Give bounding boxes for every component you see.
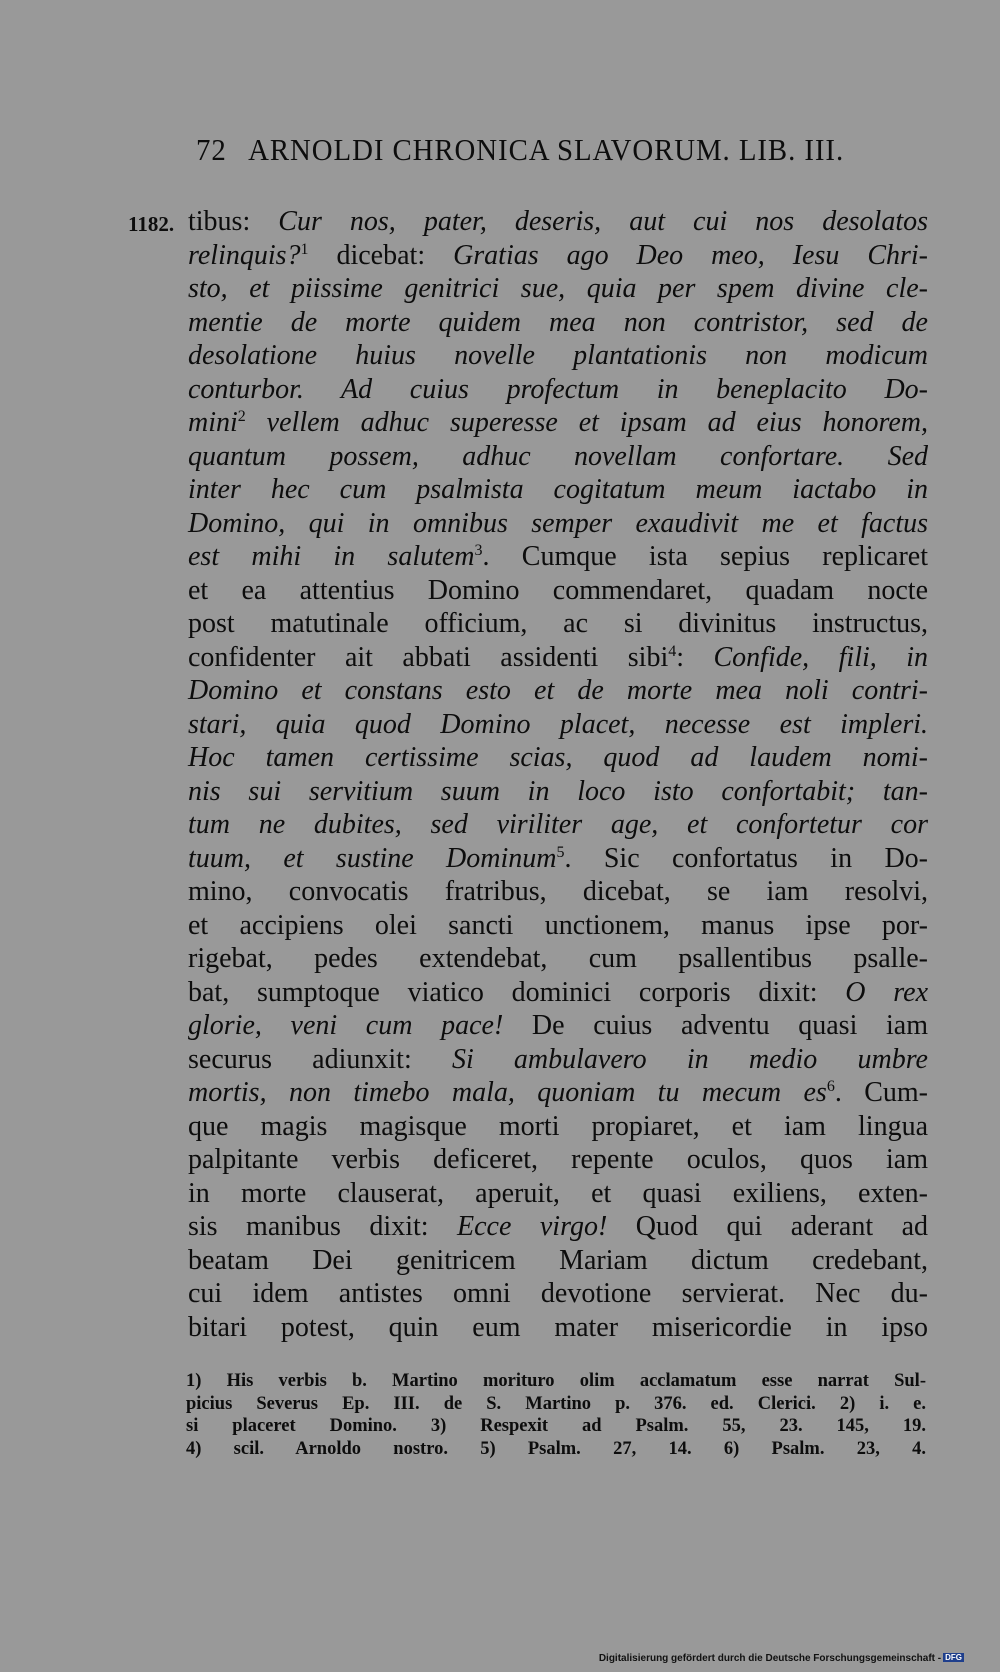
text-line (188, 1076, 928, 1110)
text-line (188, 1009, 928, 1043)
dfg-logo: DFG (945, 1653, 962, 1662)
running-head (196, 132, 875, 168)
footnote-ref: 5 (556, 843, 565, 861)
text-span: Si ambulavero in medio umbre (451, 1043, 928, 1075)
text-span: palpitante verbis deficeret, repente oculos, quos iam (188, 1144, 928, 1175)
margin-year: 1182. (128, 212, 175, 236)
text-span: mini (188, 407, 238, 438)
text-line (188, 942, 928, 976)
credit-text: Digitalisierung gefördert durch die Deutsche Forschungsgemeinschaft - (598, 1653, 942, 1664)
text-line (188, 507, 928, 541)
text-span: vellem adhuc superesse et ipsam ad eius honorem, (245, 407, 928, 438)
text-line (188, 574, 928, 608)
digitization-credit (599, 1653, 964, 1664)
text-span: cui idem antistes omni devotione servierat. Nec du- (188, 1278, 928, 1309)
text-span: in morte clauserat, aperuit, et quasi exiliens, exten- (188, 1177, 928, 1209)
text-span: sto, et piissime genitrici sue, quia per spem divine cle- (188, 273, 928, 304)
text-line (188, 406, 928, 440)
text-line (188, 205, 928, 239)
footnote-line: si placeret Domino. 3) Respexit ad Psalm. 55, 23. 145, 19. (186, 1416, 926, 1436)
text-line (188, 976, 928, 1010)
text-span: . Sic confortatus in Do- (564, 842, 928, 874)
text-span: mino, convocatis fratribus, dicebat, se iam resolvi, (188, 876, 928, 907)
text-span: Ecce virgo! (457, 1211, 608, 1242)
text-line (188, 1110, 928, 1144)
footnote-line: picius Severus Ep. III. de S. Martino p. 376. ed. Clerici. 2) i. e. (186, 1393, 926, 1414)
text-span: glorie, veni cum pace! (188, 1010, 504, 1041)
page-title: ARNOLDI CHRONICA SLAVORUM. (248, 132, 731, 167)
text-line (188, 272, 928, 306)
text-span: relinquis? (188, 239, 301, 271)
text-span: quantum possem, adhuc novellam confortare. Sed (188, 440, 928, 472)
footnote-line: 4) scil. Arnoldo nostro. 5) Psalm. 27, 14. 6) Psalm. 23, 4. (186, 1438, 926, 1459)
text-span: Domino et constans esto et de morte mea noli contri- (188, 675, 928, 706)
text-span: nis sui servitium suum in loco isto confortabit; tan- (188, 775, 928, 807)
text-line (188, 473, 928, 507)
footnote-ref: 6 (826, 1078, 835, 1095)
text-span: : (676, 641, 714, 673)
text-span: et ea attentius Domino commendaret, quadam nocte (188, 574, 928, 606)
text-line (188, 239, 928, 273)
text-span: beatam Dei genitricem Mariam dictum credebant, (188, 1244, 928, 1276)
text-span: Cur nos, pater, deseris, aut cui nos desolatos (278, 206, 928, 237)
text-span: Gratias ago Deo meo, Iesu Chri- (453, 239, 928, 271)
text-line (188, 1210, 928, 1244)
text-span: Quod qui aderant ad (607, 1211, 929, 1242)
text-span: desolatione huius novelle plantationis non modicum (188, 340, 928, 371)
text-span: bitari potest, quin eum mater misericordie in ipso (188, 1311, 928, 1343)
text-span: tibus: (188, 206, 279, 237)
text-span: est mihi in salutem (188, 541, 475, 572)
footnote-ref: 3 (474, 542, 483, 559)
footnote-line: 1) His verbis b. Martino morituro olim acclamatum esse narrat Sul- (186, 1371, 926, 1391)
main-text (188, 205, 928, 1344)
text-line (188, 708, 928, 742)
footnotes (186, 1370, 926, 1460)
text-span: Domino, qui in omnibus semper exaudivit me et factus (188, 507, 928, 539)
text-span: stari, quia quod Domino placet, necesse est impleri. (188, 708, 928, 740)
text-line (188, 1311, 928, 1345)
text-span: . Cumque ista sepius replicaret (482, 541, 929, 572)
text-span: et accipiens olei sancti unctionem, manus ipse por- (188, 909, 928, 941)
text-line (188, 306, 928, 340)
text-span: inter hec cum psalmista cogitatum meum iactabo in (188, 474, 928, 505)
text-span: mentie de morte quidem mea non contristor, sed de (188, 306, 928, 338)
text-line (188, 1277, 928, 1311)
book-number: LIB. III. (738, 132, 845, 167)
text-span: Confide, fili, in (713, 641, 929, 673)
page-number: 72 (196, 132, 227, 167)
text-span: sis manibus dixit: (188, 1211, 458, 1242)
text-line (188, 607, 928, 641)
text-line (188, 1143, 928, 1177)
text-span: De cuius adventu quasi iam (503, 1010, 928, 1041)
text-span: conturbor. Ad cuius profectum in beneplacito Do- (188, 373, 928, 405)
text-span: confidenter ait abbati assidenti sibi (188, 641, 669, 673)
text-line (188, 641, 928, 675)
text-line (188, 440, 928, 474)
text-span: . Cum- (834, 1077, 929, 1108)
text-line (188, 1244, 928, 1278)
text-line (188, 373, 928, 407)
text-span: mortis, non timebo mala, quoniam tu mecum es (188, 1077, 827, 1108)
text-line (188, 674, 928, 708)
text-span: O rex (845, 976, 928, 1008)
footnote-ref: 2 (237, 408, 246, 425)
text-span: dicebat: (308, 239, 454, 271)
text-line (188, 540, 928, 574)
footnote-ref: 1 (300, 240, 309, 258)
text-line (188, 775, 928, 809)
text-line (188, 842, 928, 876)
footnote-ref: 4 (668, 642, 677, 660)
text-line (188, 339, 928, 373)
text-span: rigebat, pedes extendebat, cum psallentibus psalle- (188, 943, 928, 974)
text-span: tum ne dubites, sed viriliter age, et confortetur cor (188, 809, 928, 840)
text-span: Hoc tamen certissime scias, quod ad laudem nomi- (188, 742, 928, 773)
text-line (188, 1177, 928, 1211)
text-line (188, 741, 928, 775)
text-line (188, 1043, 928, 1077)
text-span: bat, sumptoque viatico dominici corporis dixit: (188, 976, 846, 1008)
text-line (188, 875, 928, 909)
text-span: securus adiunxit: (188, 1043, 452, 1075)
text-span: que magis magisque morti propiaret, et iam lingua (188, 1110, 928, 1142)
text-span: tuum, et sustine Dominum (188, 842, 557, 874)
text-span: post matutinale officium, ac si divinitus instructus, (188, 608, 928, 639)
text-line (188, 909, 928, 943)
text-line (188, 808, 928, 842)
